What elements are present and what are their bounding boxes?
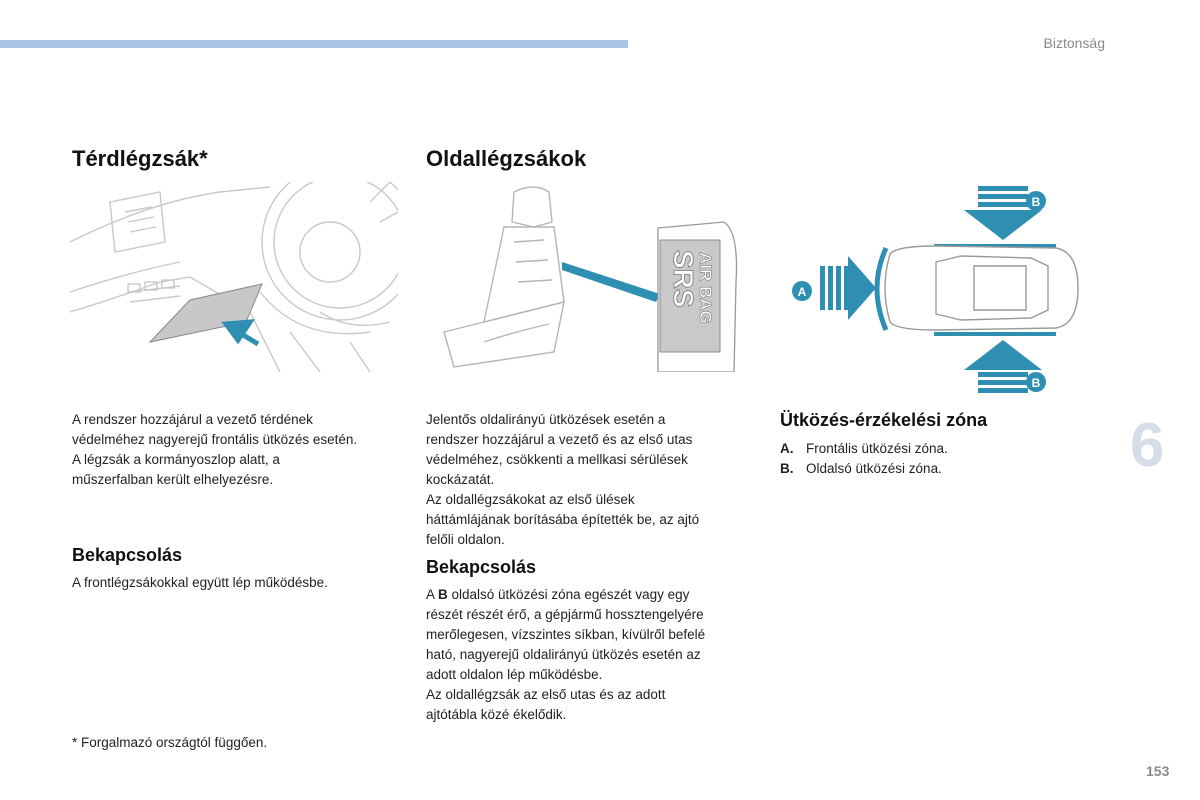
activation-text-1: A frontlégzsákokkal együtt lép működésbe. — [72, 575, 328, 590]
car-top-view — [885, 246, 1078, 330]
zone-b-ref: B — [438, 587, 448, 602]
side-airbag-title: Oldallégzsákok — [426, 146, 587, 171]
side-airbag-illustration — [424, 182, 744, 372]
crash-zone-list — [780, 439, 948, 479]
list-item: A. Frontális ütközési zóna. — [780, 441, 948, 456]
section-label: Biztonság — [1043, 35, 1105, 51]
side-airbag-text: Jelentős oldalirányú ütközések esetén a rendszer hozzájárul a vezető és az első utas védelméhez, csökkenti a mellkasi sérülések kockázatát. Az oldallégzsákokat az első ülések háttámlájának borításába építették be, az ajtó felőli oldalon. — [426, 412, 700, 547]
airbag-label: AIR BAG — [696, 252, 715, 324]
chapter-number: 6 — [1130, 411, 1165, 480]
crash-zone-diagram — [786, 182, 1086, 397]
knee-airbag-illustration — [70, 182, 398, 372]
badge-b-top: B — [1031, 195, 1041, 209]
page-number: 153 — [1146, 763, 1170, 779]
activation-title-1: Bekapcsolás — [72, 545, 183, 565]
knee-airbag-title: Térdlégzsák* — [72, 146, 208, 171]
activation-text-2: A B oldalsó ütközési zóna egészét vagy egy részét részét érő, a gépjármű hossztengelyére merőlegesen, vízszintes síkban, kívülről befelé ható, nagyerejű oldalirányú ütközés esetén az adott oldalon lép működésbe. Az oldallégzsák az első utas és az adott ajtótábla közé ékelődik. — [426, 587, 706, 722]
front-arrow — [820, 256, 876, 320]
crash-zone-title: Ütközés-érzékelési zóna — [780, 410, 988, 430]
list-item: B. Oldalsó ütközési zóna. — [780, 461, 942, 476]
knee-airbag-text: A rendszer hozzájárul a vezető térdének védelméhez nagyerejű frontális ütközés esetén. A légzsák a kormányoszlop alatt, a műszerfalban került elhelyezésre. — [72, 412, 358, 487]
badge-b-bottom: B — [1031, 376, 1041, 390]
activation-title-2: Bekapcsolás — [426, 557, 537, 577]
badge-a: A — [797, 285, 807, 299]
side-zone-bottom — [934, 332, 1056, 336]
header-bar — [0, 40, 628, 48]
srs-label: SRS — [668, 250, 699, 308]
footnote: * Forgalmazó országtól függően. — [72, 735, 268, 750]
